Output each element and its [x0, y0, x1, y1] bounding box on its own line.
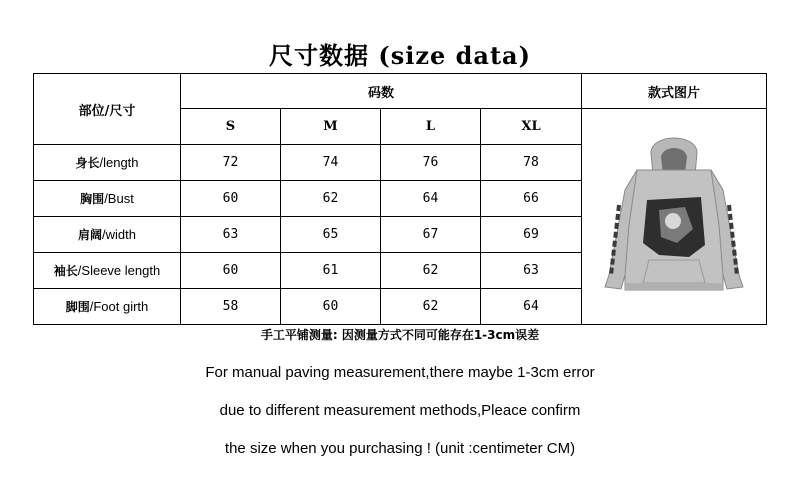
- table-cell: 72: [181, 145, 281, 181]
- size-header-s: S: [181, 109, 281, 145]
- table-cell: 62: [381, 253, 481, 289]
- size-group-header: 码数: [181, 74, 582, 109]
- size-header-l: L: [381, 109, 481, 145]
- product-image-cell: [582, 109, 767, 325]
- image-column-header: 款式图片: [582, 74, 767, 109]
- table-cell: 65: [281, 217, 381, 253]
- row-label-bust: 胸围/Bust: [34, 181, 181, 217]
- table-cell: 63: [181, 217, 281, 253]
- measurement-note-line-2: due to different measurement methods,Pleace confirm: [219, 402, 581, 419]
- table-cell: 61: [281, 253, 381, 289]
- table-cell: 69: [481, 217, 582, 253]
- table-cell: 60: [281, 289, 381, 325]
- table-cell: 62: [281, 181, 381, 217]
- measurement-note-line-1: For manual paving measurement,there maybe 1-3cm error: [205, 364, 595, 381]
- table-cell: 58: [181, 289, 281, 325]
- measurement-note-line-3: the size when you purchasing ! (unit :centimeter CM): [224, 440, 576, 457]
- table-cell: 64: [381, 181, 481, 217]
- table-cell: 78: [481, 145, 582, 181]
- row-label-foot-girth: 脚围/Foot girth: [34, 289, 181, 325]
- row-label-length: 身长/length: [34, 145, 181, 181]
- hoodie-image: [589, 125, 759, 305]
- size-header-xl: XL: [481, 109, 582, 145]
- table-cell: 60: [181, 253, 281, 289]
- size-table: [33, 73, 767, 325]
- table-cell: 62: [381, 289, 481, 325]
- table-cell: 74: [281, 145, 381, 181]
- row-label-sleeve-length: 袖长/Sleeve length: [34, 253, 181, 289]
- table-cell: 60: [181, 181, 281, 217]
- page-title: 尺寸数据 (size data): [269, 41, 531, 70]
- table-cell: 63: [481, 253, 582, 289]
- table-cell: 64: [481, 289, 582, 325]
- table-cell: 67: [381, 217, 481, 253]
- measurement-note-cn: 手工平铺测量: 因测量方式不同可能存在1-3cm误差: [260, 328, 540, 342]
- row-label-width: 肩阔/width: [34, 217, 181, 253]
- table-cell: 76: [381, 145, 481, 181]
- size-header-m: M: [281, 109, 381, 145]
- corner-header: 部位/尺寸: [34, 74, 181, 145]
- table-cell: 66: [481, 181, 582, 217]
